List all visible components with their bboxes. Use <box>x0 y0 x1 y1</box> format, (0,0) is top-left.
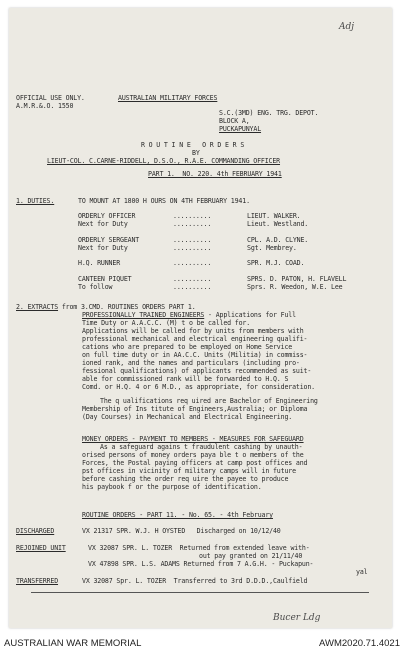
official-use-label: OFFICIAL USE ONLY. <box>16 94 85 102</box>
leader-dots: .......... <box>173 244 212 252</box>
money-orders-line: before cashing the order req uire the payee to produce <box>82 475 289 483</box>
reference-number: A.M.R.&.O. 1550 <box>16 102 74 110</box>
duty-role: ORDERLY OFFICER <box>78 212 136 220</box>
entry-text: VX 21317 SPR. W.J. H OYSTED Discharged on 10/12/40 <box>82 527 281 535</box>
unit-line-3: PUCKAPUNYAL <box>219 125 262 133</box>
duty-role-next: To follow <box>78 283 113 291</box>
leader-dots: .......... <box>173 212 212 220</box>
duty-role-next: Next for Duty <box>78 244 128 252</box>
extracts-heading: 2. EXTRACTS <box>16 303 59 311</box>
duty-role: ORDERLY SERGEANT <box>78 236 140 244</box>
part-two-heading: ROUTINE ORDERS - PART 11. - No. 65. - 4th February <box>82 511 273 519</box>
extracts-line: - Applications for Full <box>204 311 296 319</box>
duty-role-next: Next for Duty <box>78 220 128 228</box>
duties-heading: 1. DUTIES. <box>16 197 55 205</box>
leader-dots: .......... <box>173 275 212 283</box>
duty-name: CPL. A.D. CLYNE. <box>247 236 309 244</box>
entry-text: VX 32087 Spr. L. TOZER Transferred to 3rd D.D.D.,Caulfield <box>82 577 308 585</box>
unit-line-1: S.C.(3MD) ENG. TRG. DEPOT. <box>219 109 319 117</box>
unit-line-2: BLOCK A, <box>219 117 250 125</box>
qualifications-line: The q ualifications req uired are Bachelor of Engineering <box>100 397 318 405</box>
archive-footer <box>0 631 406 653</box>
commander-line: LIEUT-COL. C.CARNE-RIDDELL, D.S.O., R.A.E. COMMANDING OFFICER <box>47 157 281 165</box>
corner-handwritten-mark: Adj <box>339 22 355 32</box>
duty-name: SPR. M.J. COAD. <box>247 259 305 267</box>
footer-accession-number: AWM2020.71.4021 <box>319 638 400 649</box>
duty-name: LIEUT. WALKER. <box>247 212 301 220</box>
document-title: R O U T I N E O R D E R S <box>141 141 245 149</box>
qualifications-line: (Day Courses) in Mechanical and Electrical Engineering. <box>82 413 293 421</box>
money-orders-heading: MONEY ORDERS - PAYMENT TO MEMBERS - MEASURES FOR SAFEGUARD <box>82 435 304 443</box>
entry-label-transferred: TRANSFERRED <box>16 577 59 585</box>
leader-dots: .......... <box>173 259 212 267</box>
entry-label-discharged: DISCHARGED <box>16 527 55 535</box>
part-line: PART 1. NO. 220. 4th FEBRUARY 1941 <box>148 170 282 178</box>
closing-rule <box>31 592 369 593</box>
signature: Bucer Ldg <box>273 613 321 623</box>
duty-name-next: Sprs. R. Weedon, W.E. Lee <box>247 283 343 291</box>
extracts-line: fessional qualifications) of applicants recommended as suit- <box>82 367 312 375</box>
extracts-line: professional mechanical and electrical engineering qualifi- <box>82 335 308 343</box>
entry-text: VX 32087 SPR. L. TOZER Returned from extended leave with- <box>88 544 310 552</box>
entry-text-continued: out pay granted on 21/11/40 <box>199 552 303 560</box>
duties-intro: TO MOUNT AT 1800 H OURS ON 4TH FEBRUARY 1941. <box>78 197 250 205</box>
money-orders-line: As a safeguard agains t fraudulent cashing by unauth- <box>100 443 303 451</box>
leader-dots: .......... <box>173 220 212 228</box>
entry-text-continued: yal <box>356 568 368 576</box>
entry-label-rejoined: REJOINED UNIT <box>16 544 66 552</box>
extracts-line: ioned rank, and the names and particulars (including pro- <box>82 359 300 367</box>
extracts-subheading: PROFESSIONALLY TRAINED ENGINEERS <box>82 311 205 319</box>
money-orders-line: Forces, the Postal paying officers at camp post offices and <box>82 459 308 467</box>
header-title: AUSTRALIAN MILITARY FORCES <box>118 94 218 102</box>
duty-name: SPRS. D. PATON, H. FLAVELL <box>247 275 347 283</box>
qualifications-line: Membership of Ins titute of Engineers,Australia; or Diploma <box>82 405 308 413</box>
extracts-line: Applications will be called for by units from members with <box>82 327 304 335</box>
leader-dots: .......... <box>173 236 212 244</box>
leader-dots: .......... <box>173 283 212 291</box>
extracts-line: Comd. or H.Q. 4 or 6 M.D., as appropriate, for consideration. <box>82 383 316 391</box>
extracts-line: on full time duty or in AA.C.C. Units (Militia) in commiss- <box>82 351 308 359</box>
duty-name-next: Sgt. Membrey. <box>247 244 297 252</box>
money-orders-line: orised persons of money orders paya ble t o members of the <box>82 451 304 459</box>
duty-name-next: Lieut. Westland. <box>247 220 309 228</box>
extracts-line: Time Duty or A.A.C.C. (M) t o be called for. <box>82 319 251 327</box>
extracts-line: cations who are prepared to be employed on Home Service <box>82 343 293 351</box>
extracts-heading-rest: from 3.CMD. ROUTINES ORDERS PART 1. <box>58 303 196 311</box>
money-orders-line: his paybook f or the purpose of identification. <box>82 483 262 491</box>
document-page <box>9 8 392 628</box>
money-orders-line: pst offices in vicinity of military camps will in future <box>82 467 296 475</box>
duty-role: H.Q. RUNNER <box>78 259 121 267</box>
footer-institution: AUSTRALIAN WAR MEMORIAL <box>4 638 142 649</box>
duty-role: CANTEEN PIQUET <box>78 275 132 283</box>
by-label: BY <box>192 149 200 157</box>
entry-text-continued: VX 47898 SPR. L.S. ADAMS Returned from 7 A.G.H. - Puckapun- <box>88 560 314 568</box>
extracts-line: able for commissioned rank will be forwarded to H.Q. S <box>82 375 289 383</box>
